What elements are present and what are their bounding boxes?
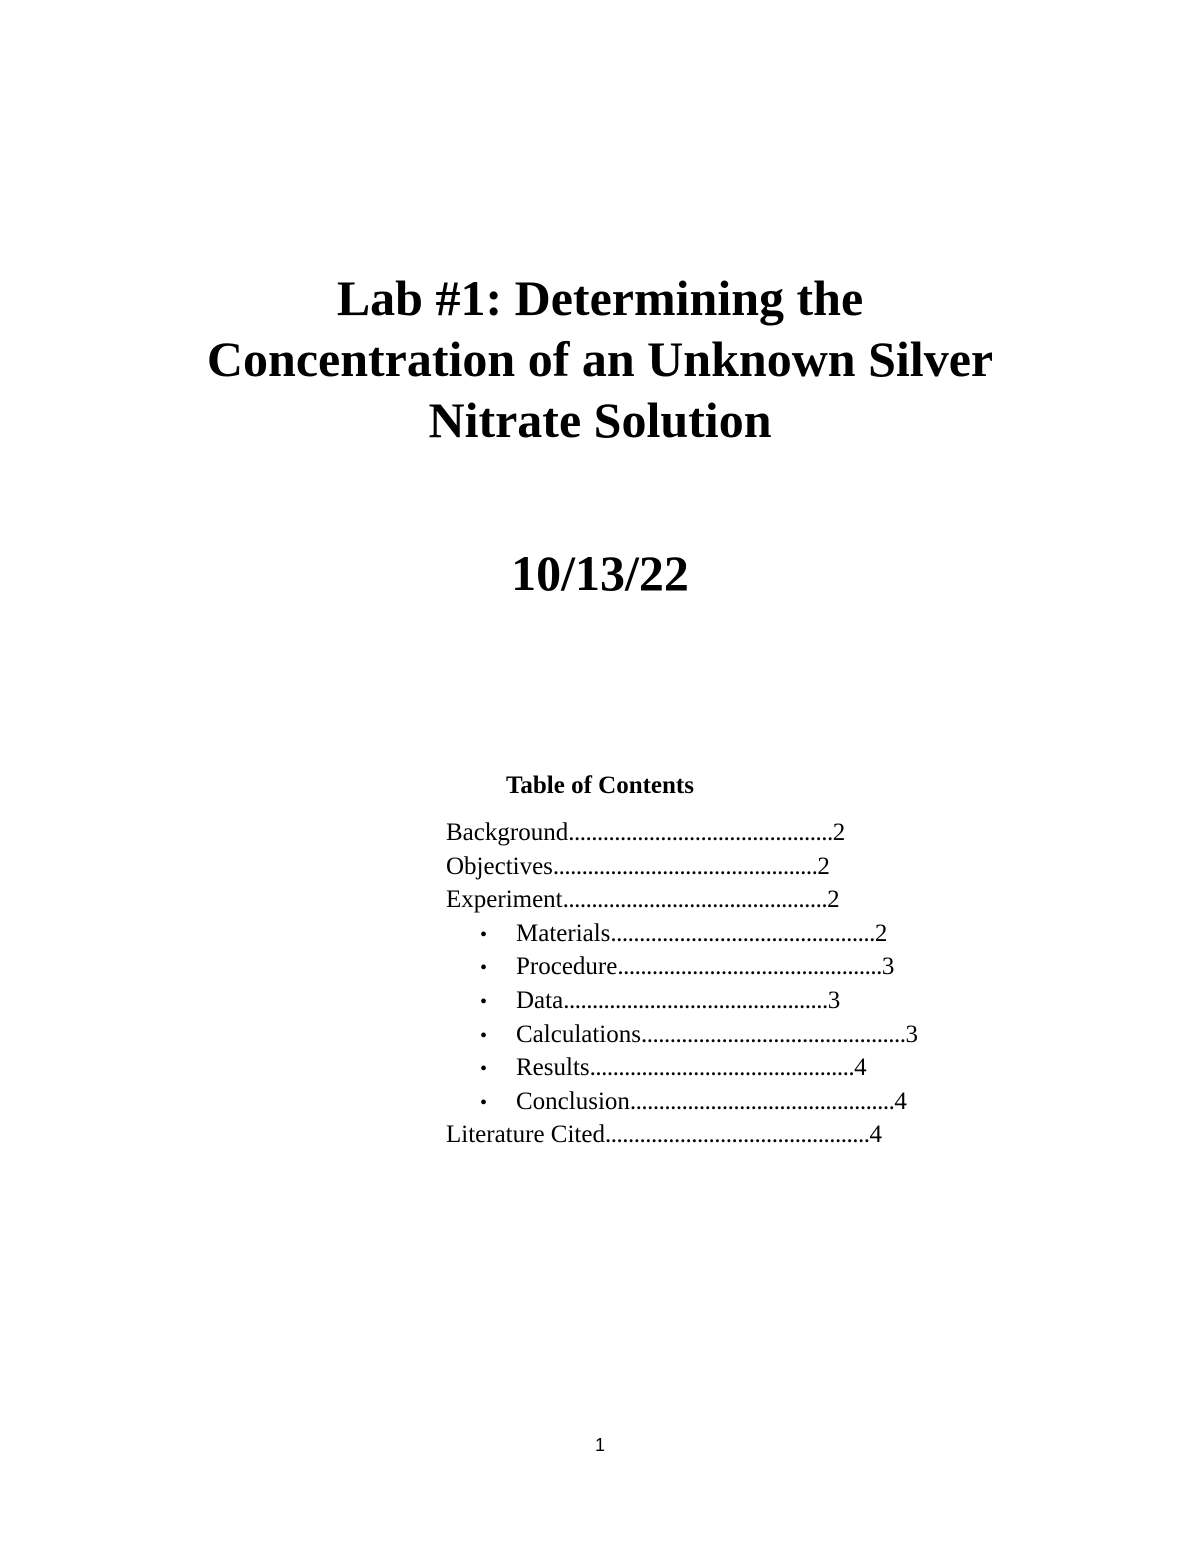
toc-entry-literature-cited [446, 1118, 882, 1152]
toc-leader-dots: .............................................. [604, 1121, 870, 1149]
toc-entry-background [446, 816, 846, 850]
toc-leader-dots: .............................................. [610, 919, 875, 947]
toc-leader-dots: .............................................. [617, 953, 882, 981]
toc-entry-calculations [446, 1018, 918, 1052]
toc-entry-label: Calculations [516, 1020, 641, 1048]
toc-entry-page: 3 [905, 1020, 918, 1048]
toc-entry-page: 2 [817, 852, 830, 880]
toc-entry-label: Data [516, 986, 564, 1014]
toc-entry-page: 2 [832, 819, 846, 846]
toc-leader-dots: .............................................. [563, 986, 828, 1014]
toc-entry-label: Experiment [446, 886, 563, 914]
toc-entry-page: 4 [854, 1054, 867, 1082]
toc-entry-page: 3 [827, 986, 841, 1014]
toc-entry-results [446, 1051, 867, 1085]
bullet-icon: • [480, 1091, 488, 1114]
toc-entry-data [446, 984, 841, 1018]
toc-entry-label: Materials [516, 919, 611, 947]
toc-entry-page: 2 [874, 919, 888, 947]
toc-entry-objectives [446, 850, 830, 884]
toc-leader-dots: .............................................. [640, 1020, 906, 1048]
bullet-icon: • [480, 990, 488, 1013]
toc-leader-dots: .............................................. [552, 852, 818, 880]
toc-leader-dots: .............................................. [589, 1054, 855, 1082]
toc-entry-label: Results [516, 1054, 590, 1082]
bullet-icon: • [480, 1058, 488, 1081]
toc-entry-label: Background [446, 819, 569, 846]
toc-entry-page: 4 [894, 1087, 907, 1115]
toc-leader-dots: .............................................. [568, 819, 833, 846]
toc-entry-label: Literature Cited [446, 1121, 605, 1149]
toc-entry-label: Objectives [446, 852, 553, 880]
toc-heading: Table of Contents [506, 772, 694, 799]
bullet-icon: • [480, 957, 488, 980]
bullet-icon: • [480, 1024, 488, 1047]
title-line: Lab #1: Determining the [336, 270, 864, 326]
toc-entry-page: 3 [881, 953, 895, 981]
toc-entry-experiment [446, 883, 840, 917]
toc-entry-materials [446, 917, 888, 951]
title-line: Concentration of an Unknown Silver [206, 331, 994, 387]
toc-entry-procedure [446, 950, 895, 984]
toc-entry-page: 4 [869, 1121, 882, 1149]
toc-entry-label: Procedure [516, 953, 618, 981]
toc-entry-page: 2 [827, 886, 840, 914]
document-date: 10/13/22 [511, 545, 689, 601]
toc-entry-conclusion [446, 1085, 907, 1119]
bullet-icon: • [480, 923, 488, 946]
title-line: Nitrate Solution [428, 392, 772, 448]
page-number: 1 [594, 1435, 605, 1455]
toc-leader-dots: .............................................. [562, 886, 828, 914]
toc-leader-dots: .............................................. [629, 1087, 895, 1115]
table-of-contents [446, 816, 918, 1152]
toc-entry-label: Conclusion [516, 1087, 630, 1115]
document-title [0, 268, 1200, 451]
